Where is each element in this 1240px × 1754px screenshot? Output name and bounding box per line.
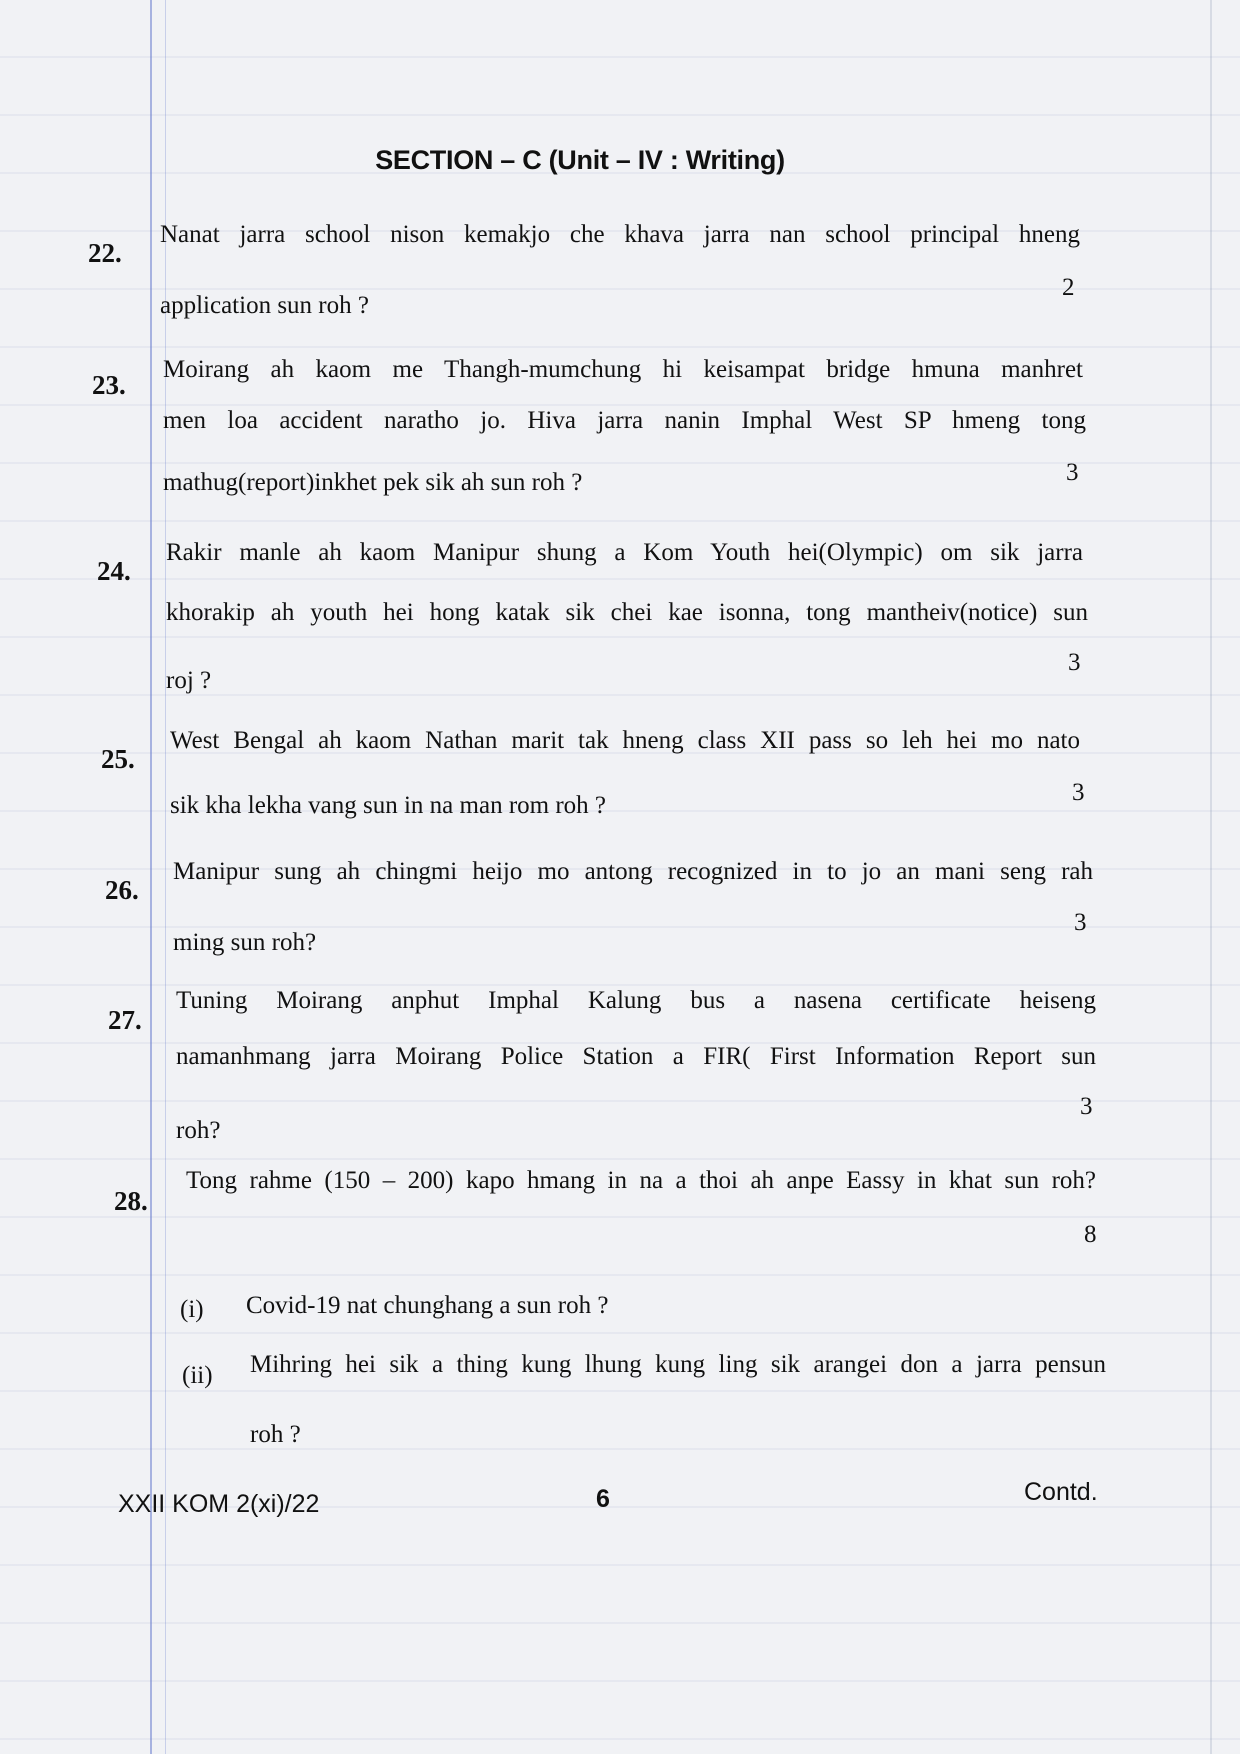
question-number: 27. — [108, 1005, 142, 1035]
question-line: roj ? — [166, 667, 212, 694]
question-number: 28. — [114, 1186, 148, 1216]
question-line: khorakip ah youth hei hong katak sik chei kae isonna, tong mantheiv(notice) sun — [166, 599, 1088, 626]
question-line: Tong rahme (150 – 200) kapo hmang in na a thoi ah anpe Eassy in khat sun roh? — [186, 1167, 1096, 1194]
question-marks: 3 — [1066, 459, 1079, 486]
paper-code: XXII KOM 2(xi)/22 — [118, 1490, 320, 1518]
question-line: West Bengal ah kaom Nathan marit tak hneng class XII pass so leh hei mo nato — [170, 727, 1080, 754]
option-line: roh ? — [250, 1421, 301, 1448]
question-number: 24. — [97, 556, 131, 586]
question-line: application sun roh ? — [160, 292, 369, 319]
question-line: Rakir manle ah kaom Manipur shung a Kom Youth hei(Olympic) om sik jarra — [166, 539, 1083, 566]
question-line: men loa accident naratho jo. Hiva jarra nanin Imphal West SP hmeng tong — [163, 407, 1086, 434]
question-line: mathug(report)inkhet pek sik ah sun roh ? — [163, 469, 583, 496]
option-label: (i) — [180, 1296, 204, 1323]
option-line: Covid-19 nat chunghang a sun roh ? — [246, 1292, 609, 1319]
question-line: Manipur sung ah chingmi heijo mo antong recognized in to jo an mani seng rah — [173, 858, 1093, 885]
question-marks: 3 — [1074, 909, 1087, 936]
section-heading: SECTION – C (Unit – IV : Writing) — [375, 145, 785, 175]
page-edge-rule — [1210, 0, 1212, 1754]
question-line: namanhmang jarra Moirang Police Station a FIR( First Information Report sun — [176, 1043, 1096, 1070]
question-line: sik kha lekha vang sun in na man rom roh ? — [170, 792, 607, 819]
question-line: Tuning Moirang anphut Imphal Kalung bus a nasena certificate heiseng — [176, 987, 1096, 1014]
question-marks: 8 — [1084, 1221, 1097, 1248]
question-line: Moirang ah kaom me Thangh-mumchung hi keisampat bridge hmuna manhret — [163, 356, 1083, 383]
question-marks: 2 — [1062, 274, 1075, 301]
question-marks: 3 — [1080, 1093, 1093, 1120]
question-marks: 3 — [1072, 779, 1085, 806]
option-line: Mihring hei sik a thing kung lhung kung ling sik arangei don a jarra pensun — [250, 1351, 1106, 1378]
question-line: ming sun roh? — [173, 929, 317, 956]
question-marks: 3 — [1068, 649, 1081, 676]
page-number: 6 — [596, 1485, 610, 1513]
question-number: 23. — [92, 370, 126, 400]
question-line: roh? — [176, 1117, 221, 1144]
question-number: 22. — [88, 238, 122, 268]
question-number: 26. — [105, 875, 139, 905]
question-number: 25. — [101, 744, 135, 774]
question-line: Nanat jarra school nison kemakjo che khava jarra nan school principal hneng — [160, 221, 1080, 248]
continued-label: Contd. — [1024, 1478, 1098, 1506]
option-label: (ii) — [182, 1362, 213, 1389]
